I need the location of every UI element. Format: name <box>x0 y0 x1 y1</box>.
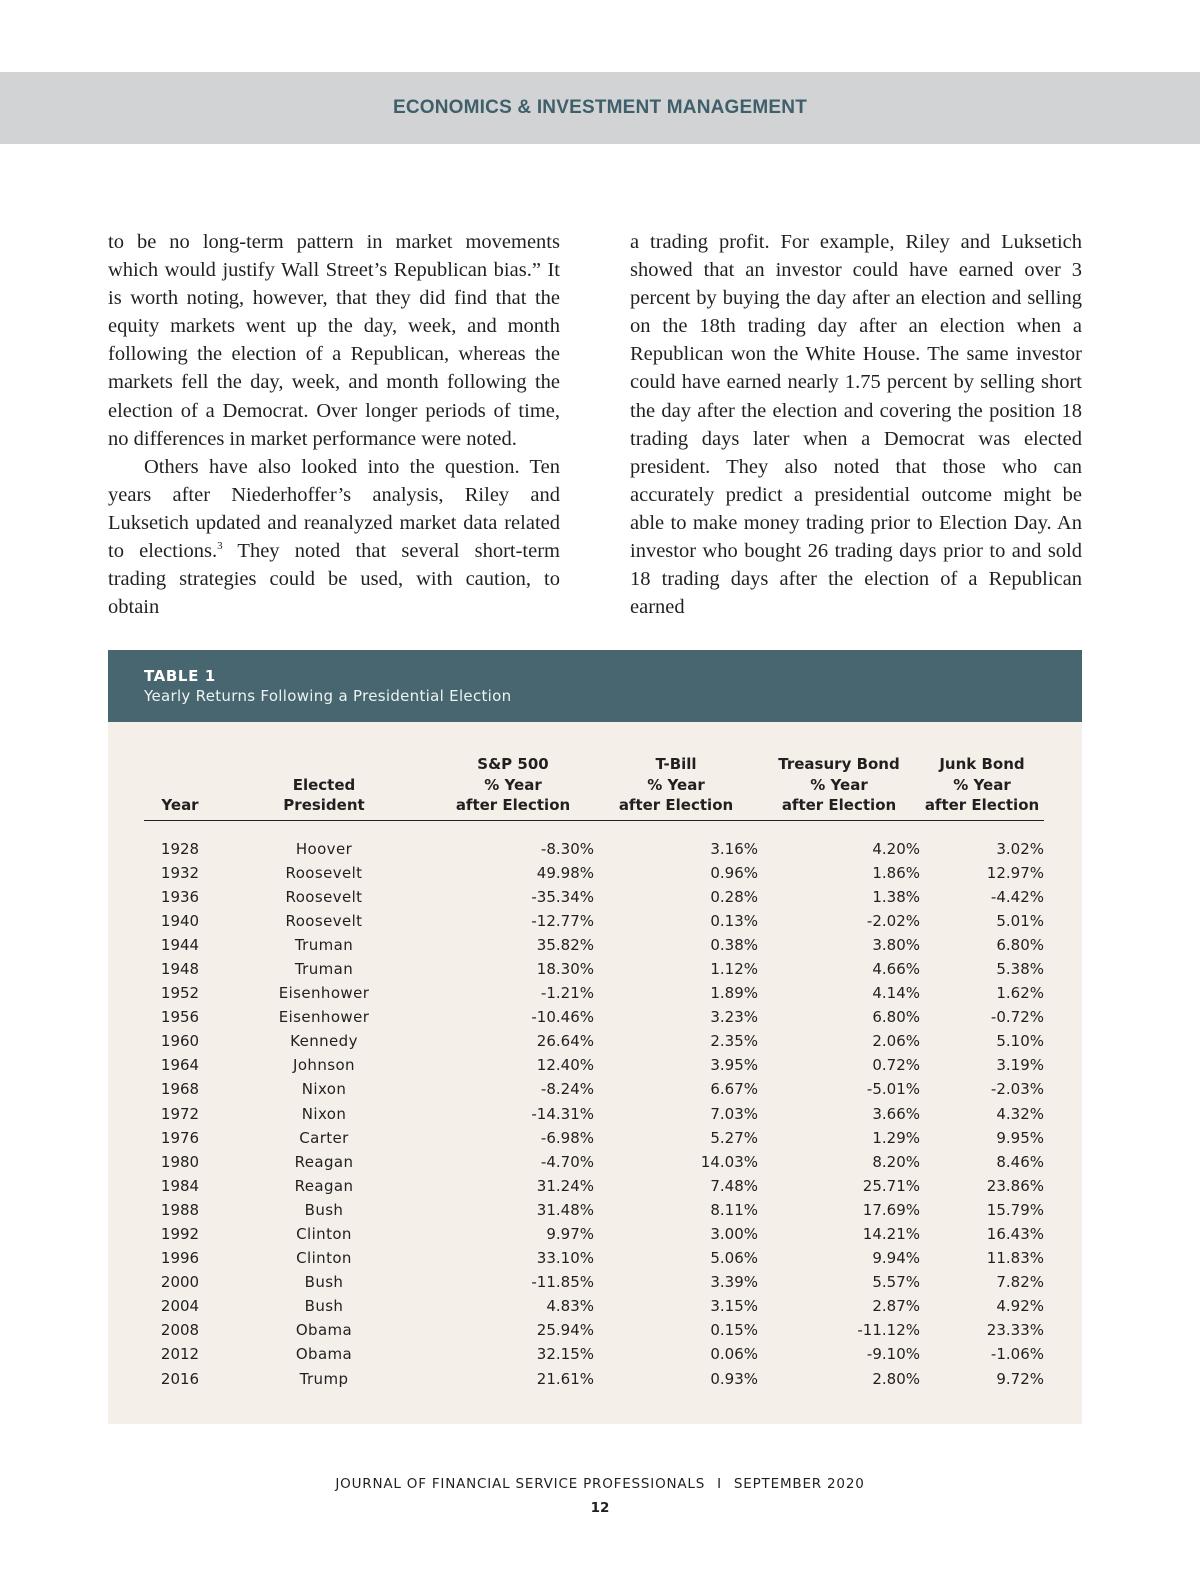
cell-sp500: 26.64% <box>536 1032 594 1051</box>
header-tbill-line: after Election <box>618 796 734 814</box>
cell-treasury-bond: -11.12% <box>857 1321 920 1340</box>
cell-junk-bond: 6.80% <box>996 935 1044 954</box>
cell-sp500: -8.24% <box>540 1080 594 1099</box>
cell-sp500: -35.34% <box>531 887 594 906</box>
cell-year: 2012 <box>160 1345 200 1364</box>
header-sp500-line: % Year <box>484 775 542 794</box>
table-row <box>144 981 1044 1005</box>
cell-year: 1948 <box>160 959 200 978</box>
table-row <box>144 1318 1044 1342</box>
cell-junk-bond: 3.02% <box>996 839 1044 858</box>
cell-sp500: 12.40% <box>536 1056 594 1075</box>
header-tbill <box>594 754 758 820</box>
cell-sp500: -11.85% <box>531 1273 594 1292</box>
cell-president: Kennedy <box>290 1032 358 1051</box>
cell-treasury-bond: 25.71% <box>862 1176 920 1195</box>
header-tbill-line: % Year <box>647 775 705 794</box>
table-row <box>144 861 1044 885</box>
cell-junk-bond: 15.79% <box>986 1200 1044 1219</box>
cell-president: Trump <box>299 1369 349 1388</box>
table-body <box>144 820 1044 1391</box>
left-paragraph-2-text-a: Others have also looked into the question. Ten years after Niederhoffer’s analysis, Riley and Luksetich updated and reanalyzed market data related to elections. <box>108 455 560 563</box>
cell-treasury-bond: 2.87% <box>872 1297 920 1316</box>
cell-president: Bush <box>304 1200 344 1219</box>
cell-sp500: -4.70% <box>540 1152 594 1171</box>
cell-president: Eisenhower <box>278 984 370 1003</box>
cell-sp500: -1.21% <box>540 984 594 1003</box>
cell-treasury-bond: 3.66% <box>872 1104 920 1123</box>
table-row <box>144 1174 1044 1198</box>
header-sp500 <box>432 754 594 820</box>
cell-junk-bond: 8.46% <box>996 1152 1044 1171</box>
cell-sp500: 4.83% <box>546 1297 594 1316</box>
cell-sp500: 33.10% <box>536 1249 594 1268</box>
cell-sp500: 32.15% <box>536 1345 594 1364</box>
cell-sp500: -14.31% <box>531 1104 594 1123</box>
cell-junk-bond: 5.01% <box>996 911 1044 930</box>
cell-year: 1972 <box>160 1104 200 1123</box>
table-caption: Yearly Returns Following a Presidential Election <box>144 687 512 705</box>
table-row <box>144 1053 1044 1077</box>
table-title-bar <box>108 650 1082 722</box>
cell-year: 2008 <box>160 1321 200 1340</box>
returns-table <box>144 754 1044 1391</box>
table-row <box>144 1198 1044 1222</box>
cell-president: Carter <box>299 1128 349 1147</box>
cell-tbill: 0.28% <box>710 887 758 906</box>
cell-junk-bond: -4.42% <box>990 887 1044 906</box>
cell-junk-bond: 7.82% <box>996 1273 1044 1292</box>
cell-year: 1980 <box>160 1152 200 1171</box>
cell-junk-bond: 4.92% <box>996 1297 1044 1316</box>
cell-year: 1968 <box>160 1080 200 1099</box>
cell-tbill: 0.13% <box>710 911 758 930</box>
cell-sp500: -12.77% <box>531 911 594 930</box>
header-treasury-line: after Election <box>781 796 897 814</box>
cell-junk-bond: 16.43% <box>986 1225 1044 1243</box>
cell-tbill: 0.06% <box>710 1345 758 1364</box>
cell-treasury-bond: 0.72% <box>872 1056 920 1075</box>
cell-tbill: 3.16% <box>710 839 758 858</box>
cell-year: 1932 <box>160 863 200 882</box>
table-row <box>144 1150 1044 1174</box>
cell-treasury-bond: 1.86% <box>872 863 920 882</box>
footer-line <box>0 1474 1200 1494</box>
table-row <box>144 1294 1044 1318</box>
cell-junk-bond: 1.62% <box>996 984 1044 1003</box>
cell-treasury-bond: 9.94% <box>872 1249 920 1268</box>
right-paragraph-1: a trading profit. For example, Riley and Luksetich showed that an investor could have earned over 3 percent by buying the day after an election and selling on the 18th trading day after an election when a Republican won the White House. The same investor could have earned nearly 1.75 percent by selling short the day after the election and covering the position 18 trading days later when a Democrat was elected president. They also noted that those who can accurately predict a presidential outcome might be able to make money trading prior to Election Day. An investor who bought 26 trading days prior to and sold 18 trading days after the election of a Republican earned <box>630 231 1082 619</box>
cell-year: 1960 <box>160 1032 200 1051</box>
header-treasury-bond <box>758 754 920 820</box>
page-number: 12 <box>590 1500 610 1516</box>
cell-president: Nixon <box>301 1080 347 1099</box>
cell-sp500: 18.30% <box>536 959 594 978</box>
cell-junk-bond: 4.32% <box>996 1104 1044 1123</box>
header-junk-line: after Election <box>924 796 1040 814</box>
footnote-reference: 3 <box>217 540 223 553</box>
cell-president: Bush <box>304 1297 344 1316</box>
section-header-band <box>0 72 1200 144</box>
cell-tbill: 7.03% <box>710 1104 758 1123</box>
header-president <box>216 754 432 820</box>
cell-treasury-bond: 1.29% <box>872 1128 920 1147</box>
table-panel <box>108 650 1082 1424</box>
header-sp500-line: after Election <box>455 796 571 814</box>
cell-junk-bond: -0.72% <box>990 1008 1044 1027</box>
cell-tbill: 3.95% <box>710 1056 758 1075</box>
cell-tbill: 3.39% <box>710 1273 758 1292</box>
cell-tbill: 5.27% <box>710 1128 758 1147</box>
table-row <box>144 1222 1044 1246</box>
cell-president: Obama <box>295 1345 353 1364</box>
header-treasury-line: Treasury Bond <box>778 755 900 773</box>
cell-junk-bond: 9.72% <box>996 1369 1044 1388</box>
table-row <box>144 885 1044 909</box>
cell-tbill: 7.48% <box>710 1176 758 1195</box>
cell-sp500: -6.98% <box>540 1128 594 1147</box>
cell-junk-bond: -2.03% <box>990 1080 1044 1099</box>
cell-tbill: 0.96% <box>710 863 758 882</box>
body-column-left <box>108 228 560 621</box>
table-row <box>144 957 1044 981</box>
cell-treasury-bond: -5.01% <box>866 1080 920 1099</box>
cell-treasury-bond: 4.14% <box>872 984 920 1003</box>
cell-treasury-bond: 2.06% <box>872 1032 920 1051</box>
table-row <box>144 1246 1044 1270</box>
cell-year: 1944 <box>160 935 200 954</box>
cell-sp500: 49.98% <box>536 863 594 882</box>
cell-junk-bond: 23.86% <box>986 1176 1044 1195</box>
cell-president: Roosevelt <box>285 863 363 882</box>
cell-president: Roosevelt <box>285 887 363 906</box>
cell-year: 1928 <box>160 839 200 858</box>
cell-president: Clinton <box>296 1225 352 1243</box>
cell-junk-bond: 11.83% <box>986 1249 1044 1268</box>
cell-treasury-bond: 14.21% <box>862 1225 920 1243</box>
journal-name: JOURNAL OF FINANCIAL SERVICE PROFESSIONALS <box>335 1476 706 1492</box>
table-row <box>144 1270 1044 1294</box>
body-column-right <box>630 228 1082 621</box>
table-row <box>144 909 1044 933</box>
cell-sp500: 35.82% <box>536 935 594 954</box>
cell-president: Johnson <box>293 1056 355 1075</box>
cell-treasury-bond: 2.80% <box>872 1369 920 1388</box>
cell-president: Reagan <box>294 1152 354 1171</box>
cell-sp500: 31.24% <box>536 1176 594 1195</box>
cell-year: 1996 <box>160 1249 200 1268</box>
cell-president: Truman <box>294 935 354 954</box>
cell-sp500: -10.46% <box>531 1008 594 1027</box>
header-year-line: Year <box>161 796 199 814</box>
cell-year: 2004 <box>160 1297 200 1316</box>
cell-sp500: -8.30% <box>540 839 594 858</box>
cell-president: Truman <box>294 959 354 978</box>
table-spacer-row <box>144 820 1044 837</box>
cell-treasury-bond: 1.38% <box>872 887 920 906</box>
cell-year: 1988 <box>160 1200 200 1219</box>
cell-tbill: 3.23% <box>710 1008 758 1027</box>
cell-tbill: 2.35% <box>710 1032 758 1051</box>
table-row <box>144 1367 1044 1391</box>
cell-treasury-bond: 4.66% <box>872 959 920 978</box>
cell-junk-bond: 3.19% <box>996 1056 1044 1075</box>
left-paragraph-1: to be no long-term pattern in market movements which would justify Wall Street’s Republican bias.” It is worth noting, however, that they did find that the equity markets went up the day, week, and month following the election of a Republican, whereas the markets fell the day, week, and month following the election of a Democrat. Over longer periods of time, no differences in market performance were noted. <box>108 231 560 450</box>
cell-president: Nixon <box>301 1104 347 1123</box>
header-president-line: President <box>283 796 365 814</box>
cell-sp500: 25.94% <box>536 1321 594 1340</box>
table-row <box>144 933 1044 957</box>
cell-treasury-bond: 3.80% <box>872 935 920 954</box>
cell-year: 1936 <box>160 887 200 906</box>
cell-junk-bond: 23.33% <box>986 1321 1044 1340</box>
cell-junk-bond: 12.97% <box>986 863 1044 882</box>
cell-president: Hoover <box>295 839 353 858</box>
cell-president: Clinton <box>296 1249 352 1268</box>
cell-treasury-bond: 6.80% <box>872 1008 920 1027</box>
left-paragraph-2 <box>108 453 560 622</box>
cell-tbill: 0.15% <box>710 1321 758 1340</box>
cell-sp500: 31.48% <box>536 1200 594 1219</box>
cell-year: 1992 <box>160 1225 200 1243</box>
header-junk-line: Junk Bond <box>939 755 1025 773</box>
cell-treasury-bond: 17.69% <box>862 1200 920 1219</box>
table-row <box>144 1102 1044 1126</box>
header-treasury-line: % Year <box>810 775 868 794</box>
header-president-line: Elected <box>292 775 356 794</box>
cell-president: Obama <box>295 1321 353 1340</box>
cell-tbill: 0.38% <box>710 935 758 954</box>
header-year <box>144 754 216 820</box>
table-row <box>144 1005 1044 1029</box>
cell-sp500: 21.61% <box>536 1369 594 1388</box>
section-title: ECONOMICS & INVESTMENT MANAGEMENT <box>392 97 808 118</box>
cell-tbill: 3.00% <box>710 1225 758 1243</box>
cell-junk-bond: 9.95% <box>996 1128 1044 1147</box>
page-footer <box>0 1474 1200 1516</box>
table-label: TABLE 1 <box>144 667 216 685</box>
cell-year: 2016 <box>160 1369 200 1388</box>
cell-junk-bond: 5.10% <box>996 1032 1044 1051</box>
cell-tbill: 5.06% <box>710 1249 758 1268</box>
cell-tbill: 1.89% <box>710 984 758 1003</box>
header-tbill-line: T-Bill <box>655 755 697 773</box>
cell-tbill: 14.03% <box>700 1152 758 1171</box>
cell-treasury-bond: -9.10% <box>866 1345 920 1364</box>
cell-year: 1976 <box>160 1128 200 1147</box>
cell-treasury-bond: 5.57% <box>872 1273 920 1292</box>
footer-separator: I <box>717 1476 722 1492</box>
cell-president: Reagan <box>294 1176 354 1195</box>
cell-tbill: 3.15% <box>710 1297 758 1316</box>
cell-junk-bond: -1.06% <box>990 1345 1044 1364</box>
table-row <box>144 1126 1044 1150</box>
cell-tbill: 0.93% <box>710 1369 758 1388</box>
cell-tbill: 6.67% <box>710 1080 758 1099</box>
table-row <box>144 837 1044 861</box>
cell-year: 2000 <box>160 1273 200 1292</box>
cell-year: 1956 <box>160 1008 200 1027</box>
cell-junk-bond: 5.38% <box>996 959 1044 978</box>
cell-treasury-bond: 8.20% <box>872 1152 920 1171</box>
header-junk-line: % Year <box>953 775 1011 794</box>
cell-treasury-bond: 4.20% <box>872 839 920 858</box>
cell-tbill: 8.11% <box>710 1200 758 1219</box>
table-header-row <box>144 754 1044 820</box>
issue-date: SEPTEMBER 2020 <box>733 1476 865 1492</box>
cell-tbill: 1.12% <box>710 959 758 978</box>
header-sp500-line: S&P 500 <box>477 755 549 773</box>
table-row <box>144 1342 1044 1366</box>
cell-year: 1940 <box>160 911 200 930</box>
cell-president: Eisenhower <box>278 1008 370 1027</box>
cell-year: 1964 <box>160 1056 200 1075</box>
table-row <box>144 1029 1044 1053</box>
table-row <box>144 1077 1044 1101</box>
cell-year: 1984 <box>160 1176 200 1195</box>
cell-treasury-bond: -2.02% <box>866 911 920 930</box>
header-junk-bond <box>920 754 1044 820</box>
cell-year: 1952 <box>160 984 200 1003</box>
cell-president: Bush <box>304 1273 344 1292</box>
left-paragraph-2-text-b: They noted that several short-term trading strategies could be used, with caution, to obtain <box>108 540 560 619</box>
cell-sp500: 9.97% <box>546 1225 594 1243</box>
cell-president: Roosevelt <box>285 911 363 930</box>
